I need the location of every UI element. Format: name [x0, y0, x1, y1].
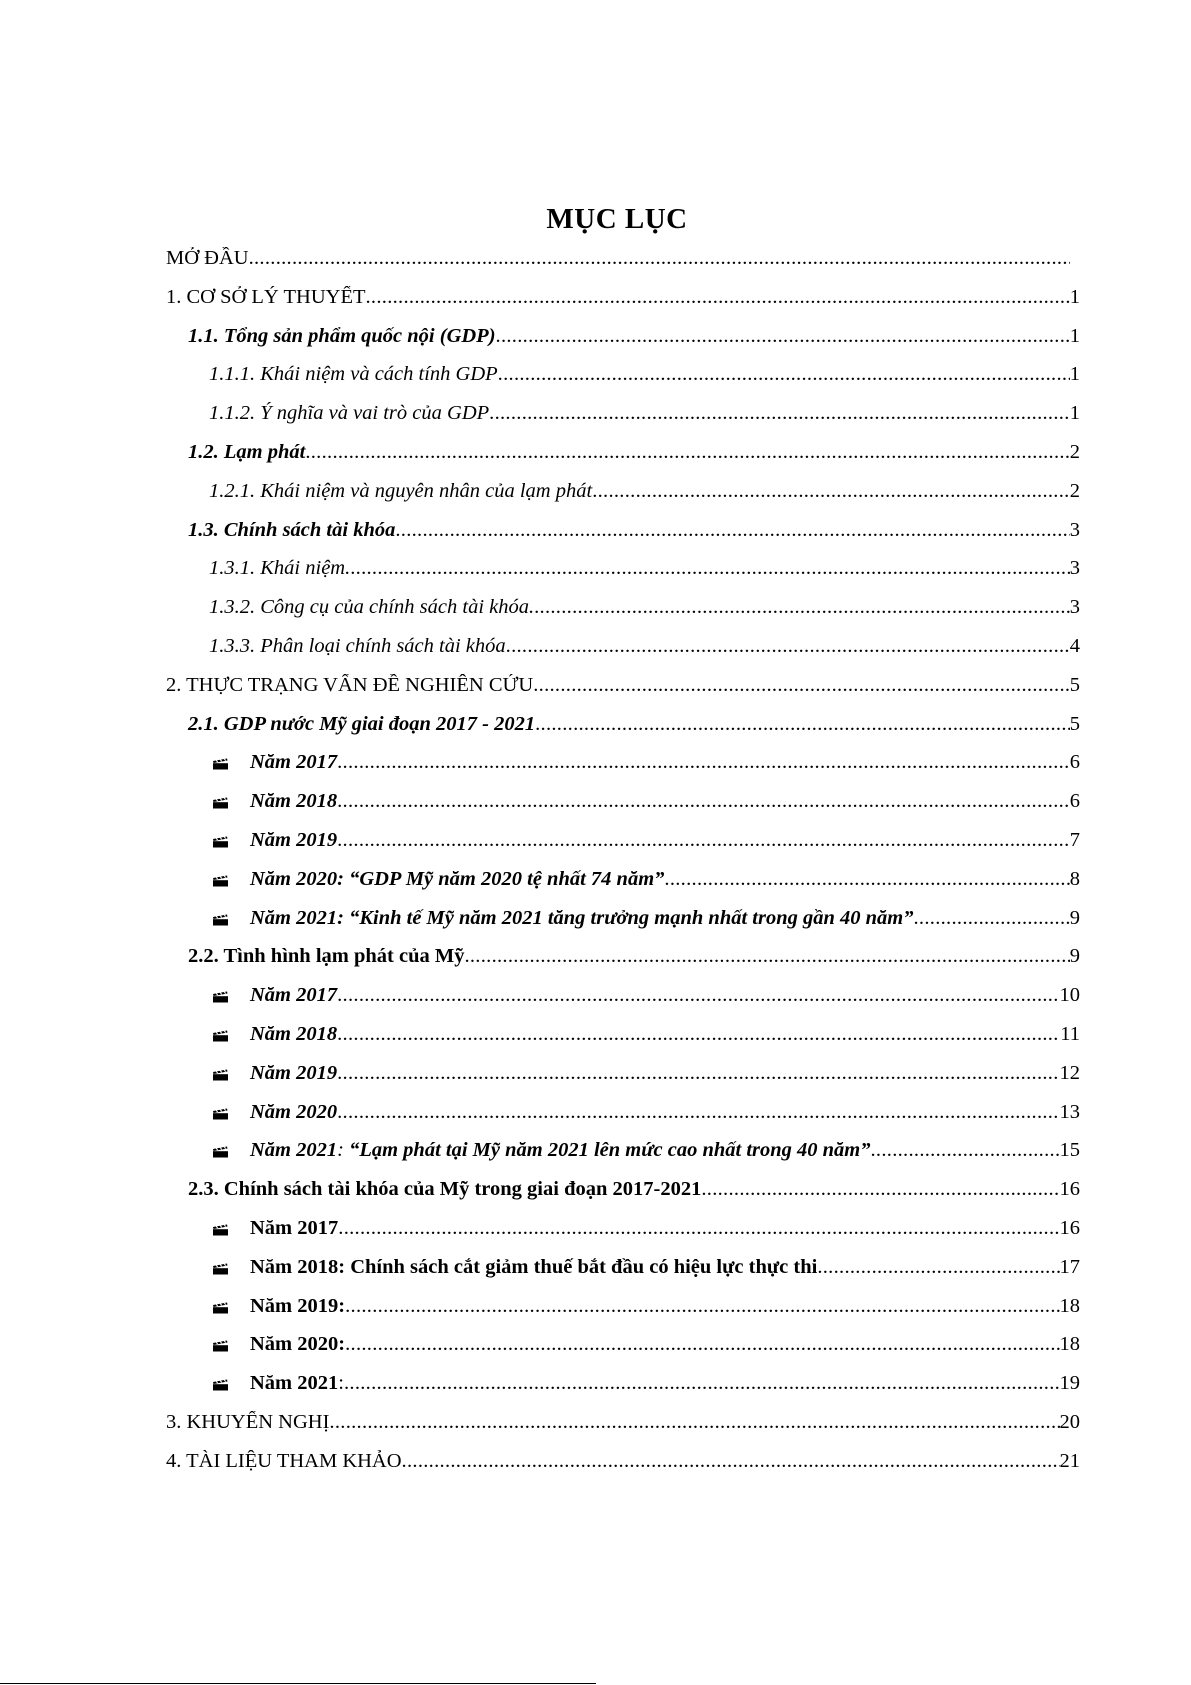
- dot-leader: [817, 1256, 1059, 1278]
- toc-entry-text: Năm 2019: [250, 1061, 338, 1084]
- toc-entry-title: [250, 1217, 338, 1239]
- toc-entry-title: [188, 441, 305, 463]
- toc-entry-text: 1.3.1. Khái niệm.: [209, 557, 351, 580]
- dot-leader: [402, 1450, 1060, 1472]
- dot-leader: [496, 325, 1070, 347]
- toc-entry-title: [250, 868, 664, 890]
- toc-entry[interactable]: [166, 519, 1080, 558]
- clapperboard-bullet-icon: [212, 913, 229, 925]
- dot-leader: [350, 557, 1070, 579]
- dot-leader: [337, 984, 1059, 1006]
- toc-entry[interactable]: [166, 790, 1080, 829]
- toc-entry-text: Năm 2019: [250, 828, 338, 851]
- clapperboard-bullet-icon: [212, 1107, 229, 1119]
- toc-page-number: 18: [1059, 1333, 1080, 1356]
- dot-leader: [534, 596, 1070, 618]
- clapperboard-bullet-icon: [212, 757, 229, 769]
- toc-entry-title: [250, 907, 914, 929]
- clapperboard-bullet-icon: [212, 1339, 229, 1351]
- dot-leader: [592, 480, 1070, 502]
- toc-entry-text: 1.3.2. Công cụ của chính sách tài khóa.: [209, 596, 535, 619]
- clapperboard-bullet-icon: [212, 1145, 229, 1157]
- dot-leader: [533, 674, 1070, 696]
- toc-entry-title: [209, 596, 534, 618]
- toc-page-number: 18: [1059, 1294, 1080, 1317]
- toc-entry-text: 3. KHUYẾN NGHỊ: [166, 1410, 330, 1433]
- toc-entry-title: [250, 790, 337, 812]
- toc-page-number: 8: [1069, 867, 1080, 890]
- toc-entry-text: 1.3. Chính sách tài khóa: [188, 518, 396, 541]
- toc-entry[interactable]: [166, 868, 1080, 907]
- toc-page-number: 12: [1059, 1061, 1080, 1084]
- toc-entry-title: [250, 1139, 871, 1161]
- toc-entry-title: [250, 1295, 345, 1317]
- toc-entry-text: 1.1.2. Ý nghĩa và vai trò của GDP: [209, 402, 490, 425]
- toc-entry-title: [209, 557, 350, 579]
- toc-page-number: 11: [1060, 1022, 1080, 1045]
- toc-page-number: 21: [1059, 1449, 1080, 1472]
- toc-page-number: 1: [1069, 324, 1080, 347]
- dot-leader: [329, 1411, 1059, 1433]
- toc-page-number: 10: [1059, 984, 1080, 1007]
- toc-page-number: 1: [1069, 402, 1080, 425]
- toc-entry-title: [166, 1411, 329, 1433]
- toc-entry[interactable]: [166, 1256, 1080, 1295]
- toc-entry-text: 1.2. Lạm phát: [188, 440, 306, 463]
- toc-page-number: 5: [1069, 712, 1080, 735]
- clapperboard-bullet-icon: [212, 796, 229, 808]
- dot-leader: [395, 519, 1069, 541]
- toc-entry-title: [188, 325, 496, 347]
- toc-entry-title: [250, 984, 337, 1006]
- toc-entry[interactable]: [166, 441, 1080, 480]
- dot-leader: [489, 402, 1070, 424]
- toc-entry-title: [250, 1333, 345, 1355]
- toc-entry-quote: “Lạm phát tại Mỹ năm 2021 lên mức cao nhất trong 40 năm”: [349, 1139, 871, 1162]
- dot-leader: [664, 868, 1069, 890]
- footer-divider: [0, 1683, 596, 1684]
- toc-entry-text: Năm 2017: [250, 1216, 339, 1239]
- clapperboard-bullet-icon: [212, 1301, 229, 1313]
- toc-entry-title: [209, 402, 489, 424]
- toc-entry[interactable]: [166, 945, 1080, 984]
- toc-page-number: 7: [1069, 828, 1080, 851]
- toc-entry-title: [166, 674, 533, 696]
- toc-entry-text: Năm 2018: [250, 1022, 338, 1045]
- toc-entry-tail: :: [338, 1372, 344, 1395]
- toc-entry-text: 1.1.1. Khái niệm và cách tính GDP: [209, 363, 498, 386]
- dot-leader: [914, 907, 1070, 929]
- clapperboard-bullet-icon: [212, 1223, 229, 1235]
- dot-leader: [535, 713, 1070, 735]
- toc-entry-text: 2.2. Tình hình lạm phát của Mỹ: [188, 945, 465, 968]
- toc-entry-text: 2.1. GDP nước Mỹ giai đoạn 2017 - 2021: [188, 712, 536, 735]
- toc-entry-text: Năm 2020: “GDP Mỹ năm 2020 tệ nhất 74 năm”: [250, 867, 665, 890]
- toc-entry[interactable]: [166, 674, 1080, 713]
- toc-entry-text: Năm 2017: [250, 984, 338, 1007]
- clapperboard-bullet-icon: [212, 1068, 229, 1080]
- toc-page-number: 4: [1069, 634, 1080, 657]
- toc-entry[interactable]: [166, 751, 1080, 790]
- toc-entry[interactable]: [166, 1139, 1080, 1178]
- toc-entry-title: [188, 945, 464, 967]
- toc-entry[interactable]: [166, 557, 1080, 596]
- toc-page-number: 6: [1069, 790, 1080, 813]
- toc-page-number: 2: [1069, 479, 1080, 502]
- toc-page-number: 1: [1069, 285, 1080, 308]
- dot-leader: [337, 790, 1070, 812]
- toc-page-number: 16: [1059, 1178, 1080, 1201]
- toc-entry-text: 1. CƠ SỞ LÝ THUYẾT: [166, 285, 366, 308]
- toc-entry-text: Năm 2021: [250, 1372, 339, 1395]
- toc-entry-text: 1.3.3. Phân loại chính sách tài khóa: [209, 634, 506, 657]
- toc-entry-text: Năm 2021: “Kinh tế Mỹ năm 2021 tăng trưởng mạnh nhất trong gần 40 năm”: [250, 906, 914, 929]
- page-title: MỤC LỤC: [546, 203, 688, 235]
- clapperboard-bullet-icon: [212, 874, 229, 886]
- toc-entry-title: [209, 363, 498, 385]
- clapperboard-bullet-icon: [212, 1262, 229, 1274]
- dot-leader: [701, 1178, 1059, 1200]
- clapperboard-bullet-icon: [212, 1029, 229, 1041]
- toc-entry-title: [166, 247, 249, 269]
- toc-page-number: 9: [1069, 945, 1080, 968]
- toc-entry-title: [250, 1101, 337, 1123]
- toc-entry-title: [166, 286, 366, 308]
- toc-entry-title: [166, 1450, 402, 1472]
- toc-entry[interactable]: [166, 1295, 1080, 1334]
- toc-entry-text: MỞ ĐẦU: [166, 247, 249, 269]
- dot-leader: [337, 751, 1070, 773]
- toc-page-number: 1: [1069, 363, 1080, 386]
- toc-entry[interactable]: [166, 480, 1080, 519]
- toc-entry-title: [209, 635, 506, 657]
- toc-entry[interactable]: [166, 1372, 1080, 1411]
- dot-leader: [366, 286, 1070, 308]
- toc-entry[interactable]: [166, 363, 1080, 402]
- toc-page-number: 16: [1059, 1216, 1080, 1239]
- toc-entry-text: 1.2.1. Khái niệm và nguyên nhân của lạm phát: [209, 479, 593, 502]
- toc-entry[interactable]: [166, 247, 1080, 286]
- toc-entry[interactable]: [166, 713, 1080, 752]
- dot-leader: [305, 441, 1069, 463]
- toc-entry-title: [250, 1372, 344, 1394]
- toc-entry[interactable]: [166, 984, 1080, 1023]
- toc-entry-title: [188, 1178, 701, 1200]
- toc-entry-text: Năm 2018: [250, 790, 338, 813]
- toc-entry[interactable]: [166, 1333, 1080, 1372]
- toc-entry-text: Năm 2019:: [250, 1294, 346, 1317]
- toc-entry-text: Năm 2018: Chính sách cắt giảm thuế bắt đầu có hiệu lực thực thi: [250, 1255, 818, 1278]
- toc-entry[interactable]: [166, 1062, 1080, 1101]
- dot-leader: [337, 1023, 1060, 1045]
- toc-entry[interactable]: [166, 596, 1080, 635]
- toc-entry-title: [250, 1256, 817, 1278]
- toc-page-number: 3: [1069, 557, 1080, 580]
- table-of-contents: [166, 247, 1080, 1489]
- toc-entry-text: 2.3. Chính sách tài khóa của Mỹ trong giai đoạn 2017-2021: [188, 1178, 702, 1201]
- toc-entry[interactable]: [166, 635, 1080, 674]
- toc-entry-text: 1.1. Tổng sản phẩm quốc nội (GDP): [188, 324, 496, 347]
- toc-entry[interactable]: [166, 829, 1080, 868]
- toc-entry-title: [250, 1062, 337, 1084]
- dot-leader: [337, 829, 1070, 851]
- toc-entry-text: 2. THỰC TRẠNG VẤN ĐỀ NGHIÊN CỨU: [166, 673, 534, 696]
- toc-entry[interactable]: [166, 1178, 1080, 1217]
- toc-page-number: 15: [1059, 1139, 1080, 1162]
- toc-entry[interactable]: [166, 1101, 1080, 1140]
- toc-entry-title: [250, 829, 337, 851]
- toc-page-number: 19: [1059, 1372, 1080, 1395]
- toc-entry-lead: Năm 2021: [250, 1139, 338, 1162]
- toc-entry[interactable]: [166, 1023, 1080, 1062]
- toc-page-number: 2: [1069, 440, 1080, 463]
- clapperboard-bullet-icon: [212, 990, 229, 1002]
- dot-leader: [249, 247, 1070, 269]
- dot-leader: [345, 1295, 1059, 1317]
- toc-entry[interactable]: [166, 286, 1080, 325]
- toc-entry-title: [250, 1023, 337, 1045]
- toc-entry-title: [188, 713, 535, 735]
- toc-entry-title: [209, 480, 592, 502]
- dot-leader: [344, 1372, 1060, 1394]
- dot-leader: [506, 635, 1070, 657]
- toc-entry[interactable]: [166, 1411, 1080, 1450]
- toc-page-number: 17: [1059, 1255, 1080, 1278]
- toc-entry[interactable]: [166, 402, 1080, 441]
- dot-leader: [345, 1333, 1059, 1355]
- toc-entry-text: Năm 2017: [250, 751, 338, 774]
- toc-entry-separator: :: [337, 1139, 350, 1162]
- toc-entry[interactable]: [166, 1450, 1080, 1489]
- toc-page-number: 9: [1069, 906, 1080, 929]
- dot-leader: [337, 1101, 1059, 1123]
- toc-entry[interactable]: [166, 1217, 1080, 1256]
- toc-entry[interactable]: [166, 907, 1080, 946]
- toc-entry-text: Năm 2020:: [250, 1333, 346, 1356]
- toc-entry-text: Năm 2020: [250, 1100, 338, 1123]
- toc-entry-text: 4. TÀI LIỆU THAM KHẢO: [166, 1449, 402, 1472]
- toc-entry[interactable]: [166, 325, 1080, 364]
- clapperboard-bullet-icon: [212, 1378, 229, 1390]
- toc-page-number: 3: [1069, 596, 1080, 619]
- dot-leader: [464, 945, 1069, 967]
- toc-entry-title: [250, 751, 337, 773]
- dot-leader: [871, 1139, 1060, 1161]
- clapperboard-bullet-icon: [212, 835, 229, 847]
- dot-leader: [337, 1062, 1059, 1084]
- toc-page-number: 20: [1059, 1410, 1080, 1433]
- toc-page-number: 3: [1069, 518, 1080, 541]
- toc-page-number: 6: [1069, 751, 1080, 774]
- toc-entry-title: [188, 519, 395, 541]
- dot-leader: [338, 1217, 1059, 1239]
- toc-page-number: 5: [1069, 673, 1080, 696]
- toc-page-number: 13: [1059, 1100, 1080, 1123]
- dot-leader: [498, 363, 1070, 385]
